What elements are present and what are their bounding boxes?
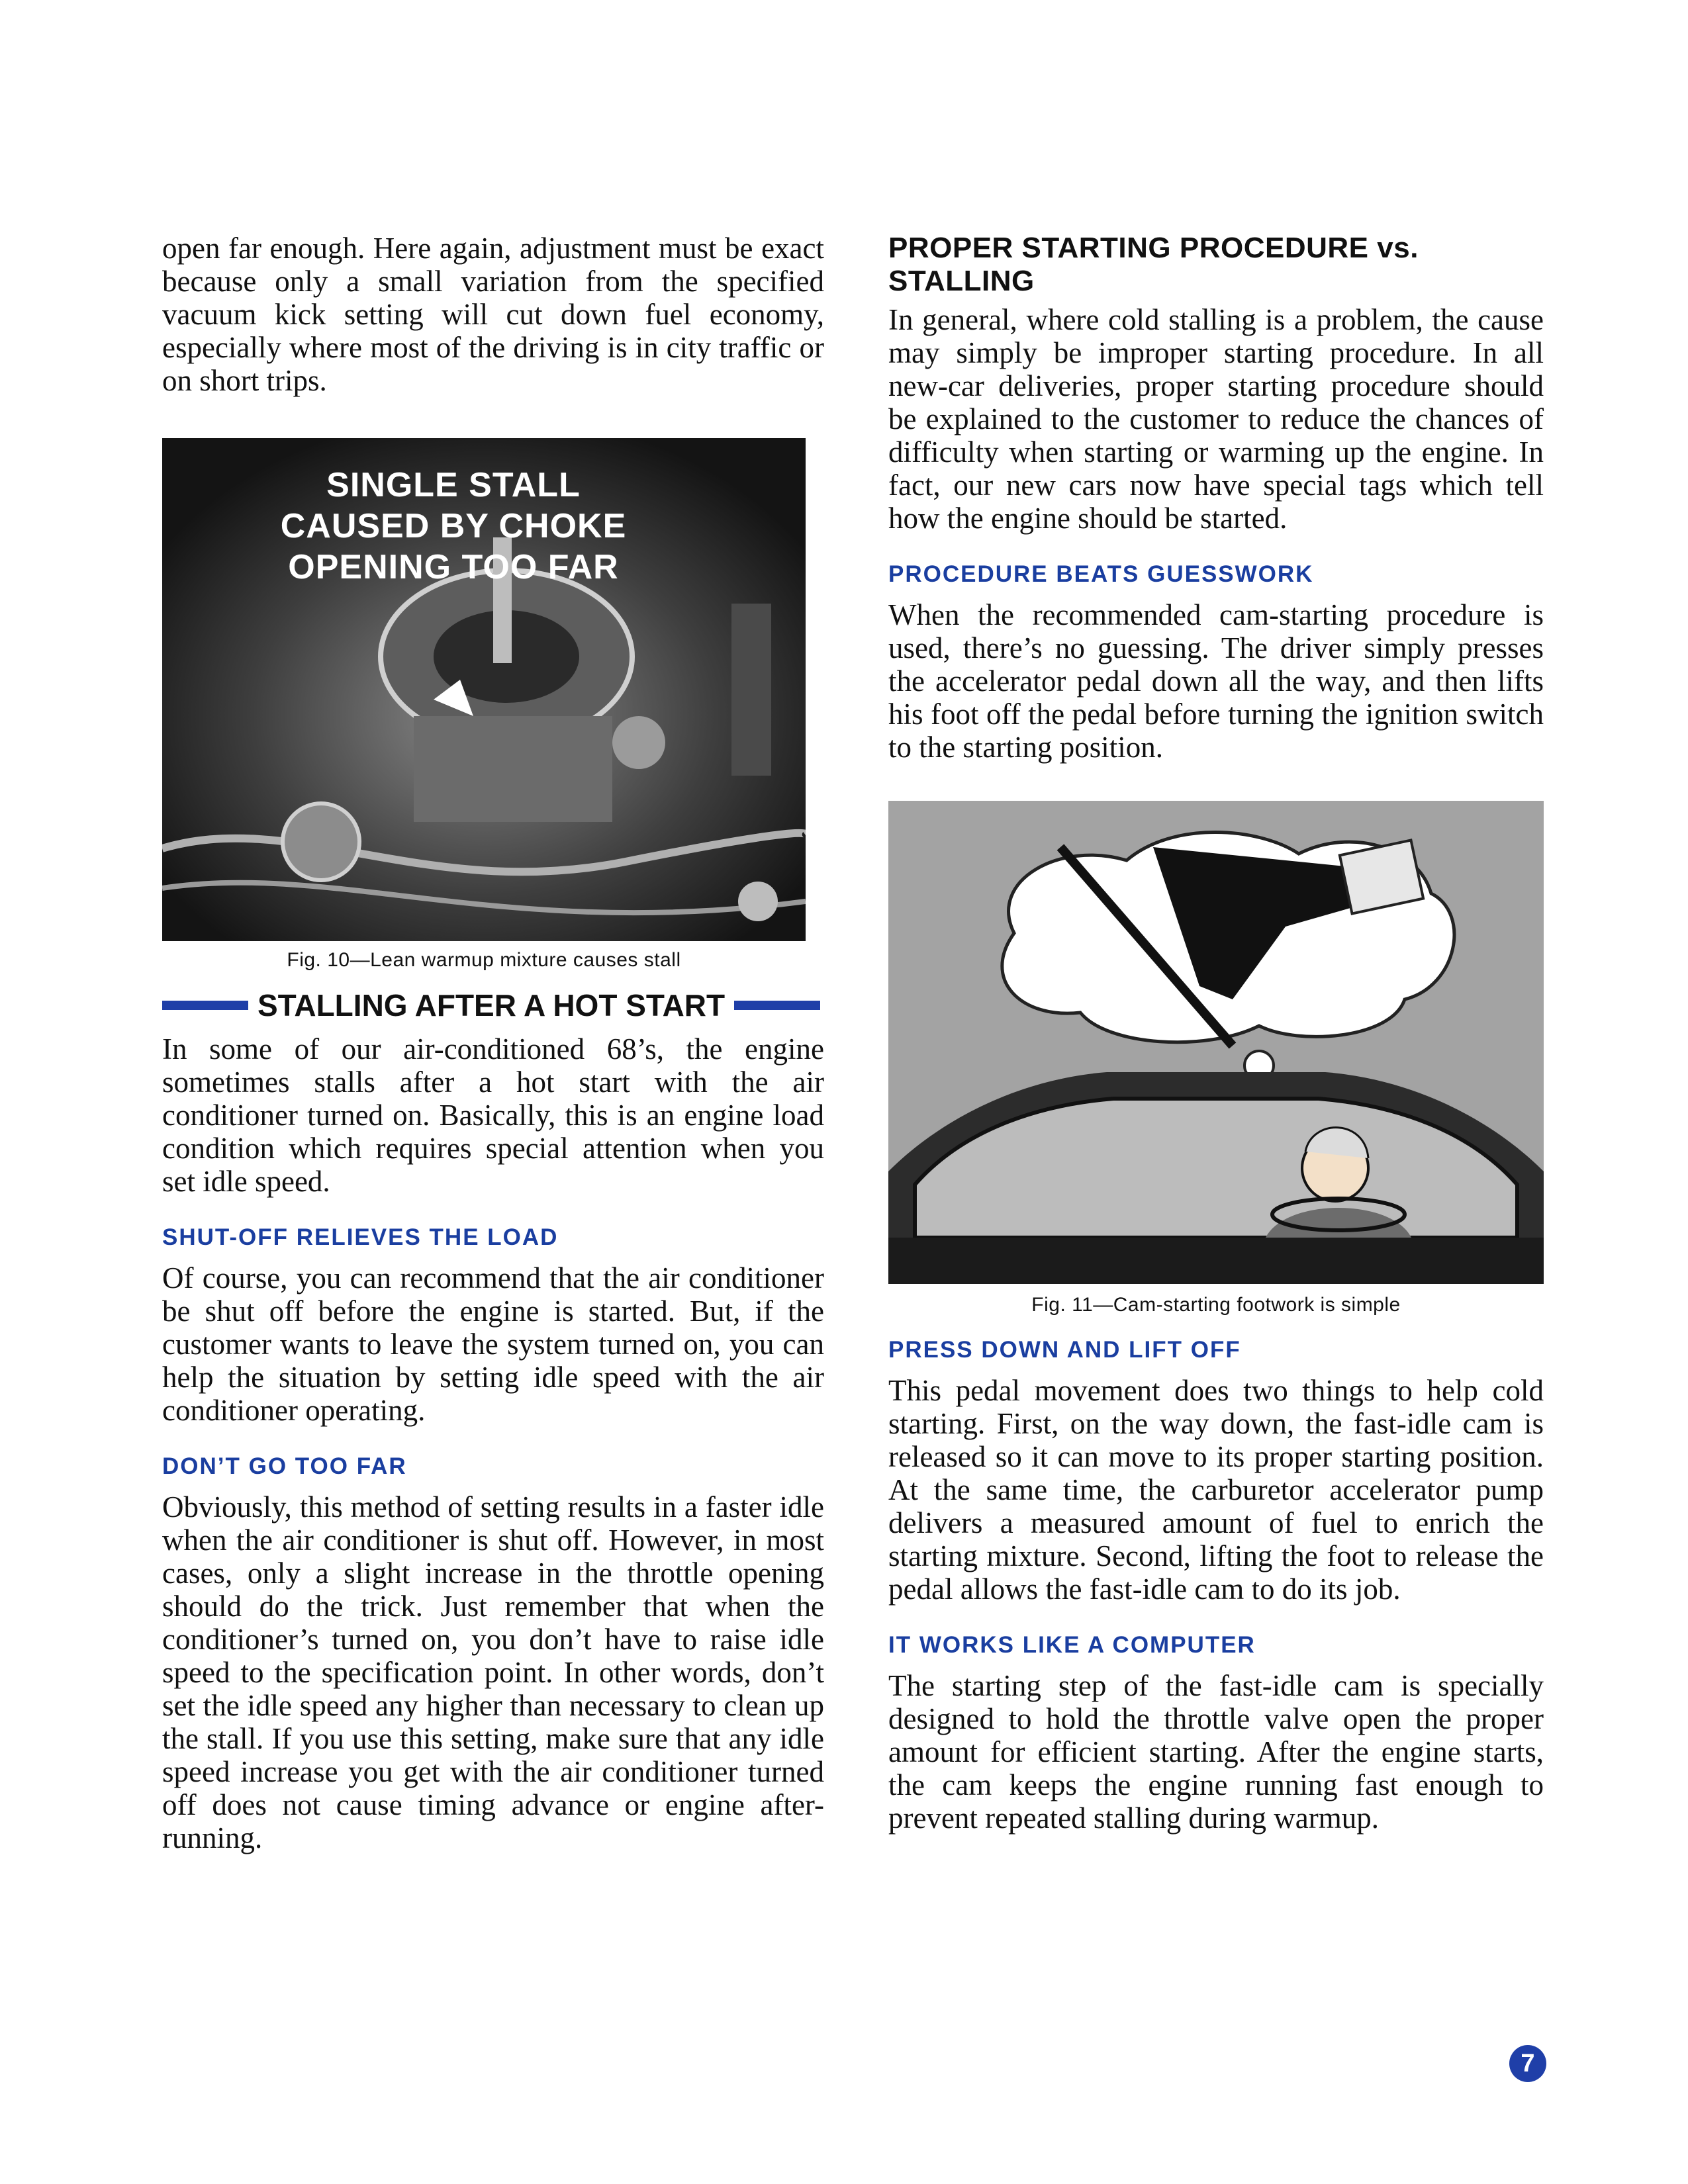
pedal-illustration bbox=[888, 801, 1544, 1284]
heading-rule-left bbox=[162, 1001, 248, 1010]
proper-paragraph: In general, where cold stalling is a problem, the cause may simply be improper starting procedure. In all new-car deliveries, proper starting procedure should be explained to the customer to reduce the chances of difficulty when starting or warming up the engine. In fact, our new cars now have special tags which tell how the engine should be started. bbox=[888, 303, 1544, 535]
beats-heading: PROCEDURE BEATS GUESSWORK bbox=[888, 561, 1314, 587]
computer-paragraph: The starting step of the fast-idle cam is specially designed to hold the throttle valve open the proper amount for efficient starting. After the engine starts, the cam keeps the engine running fast enough to prevent repeated stalling during warmup. bbox=[888, 1669, 1544, 1835]
beats-paragraph: When the recommended cam-starting procedure is used, there’s no guessing. The driver simply presses the accelerator pedal down all the way, and then lifts his foot off the pedal before turning the ignition switch to the starting position. bbox=[888, 598, 1544, 764]
page-number: 7 bbox=[1509, 2045, 1546, 2082]
pedal-illustration-graphic bbox=[888, 801, 1544, 1284]
intro-paragraph: open far enough. Here again, adjustment must be exact because only a small variation from the specified vacuum kick setting will cut down fuel economy, especially where most of the driving is in city traffic or on short trips. bbox=[162, 232, 824, 397]
carburetor-photo bbox=[162, 438, 806, 941]
hot-start-heading bbox=[162, 987, 824, 1023]
heading-rule-right bbox=[734, 1001, 820, 1010]
dont-go-heading: DON’T GO TOO FAR bbox=[162, 1453, 407, 1479]
hot-start-heading-text: STALLING AFTER A HOT START bbox=[258, 988, 726, 1023]
right-column bbox=[888, 232, 1544, 1835]
press-paragraph: This pedal movement does two things to help cold starting. First, on the way down, the fast-idle cam is released so it can move to its proper starting position. At the same time, the carburetor accelerator pump delivers a measured amount of fuel to enrich the starting mixture. Second, lifting the foot to release the pedal allows the fast-idle cam to do its job. bbox=[888, 1374, 1544, 1606]
figure-10-caption: Fig. 10—Lean warmup mixture causes stall bbox=[287, 949, 681, 971]
photo-overlay-text: SINGLE STALL CAUSED BY CHOKE OPENING TOO FAR bbox=[280, 466, 627, 586]
figure-10 bbox=[162, 438, 824, 971]
press-heading: PRESS DOWN AND LIFT OFF bbox=[888, 1337, 1241, 1363]
shutoff-heading: SHUT-OFF RELIEVES THE LOAD bbox=[162, 1224, 559, 1250]
figure-11-caption: Fig. 11—Cam-starting footwork is simple bbox=[1031, 1294, 1401, 1316]
dont-go-paragraph: Obviously, this method of setting results in a faster idle when the air conditioner is shut off. However, in most cases, only a slight increase in the throttle opening should do the trick. Just remember that when the conditioner’s turned on, you don’t have to raise idle speed to the specification point. In other words, don’t set the idle speed any higher than necessary to clean up the stall. If you use this setting, make sure that any idle speed increase you get with the air conditioner turned off does not cause timing advance or engine after-running. bbox=[162, 1490, 824, 1854]
figure-11 bbox=[888, 801, 1544, 1324]
shutoff-paragraph: Of course, you can recommend that the air conditioner be shut off before the engine is started. But, if the customer wants to leave the system turned on, you can help the situation by setting idle speed with the air conditioner operating. bbox=[162, 1261, 824, 1427]
computer-heading: IT WORKS LIKE A COMPUTER bbox=[888, 1632, 1256, 1658]
left-column bbox=[162, 232, 824, 1854]
hot-start-paragraph: In some of our air-conditioned 68’s, the engine sometimes stalls after a hot start with the air conditioner turned on. Basically, this is an engine load condition which requires special attention when you set idle speed. bbox=[162, 1032, 824, 1198]
proper-heading: PROPER STARTING PROCEDURE vs. STALLING bbox=[888, 232, 1419, 297]
